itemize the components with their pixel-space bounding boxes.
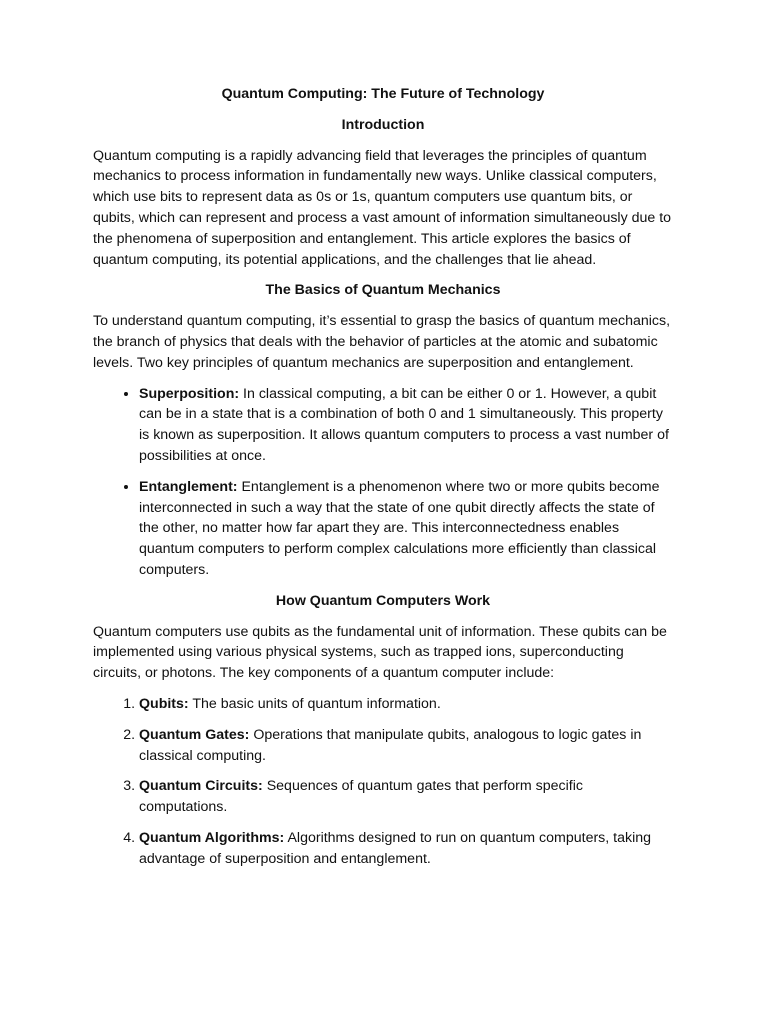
intro-paragraph: Quantum computing is a rapidly advancing field that leverages the principles of quantum mechanics to process information in fundamentally new ways. Unlike classical computers, which use bits to represent data as 0s or 1s, quantum computers use quantum bits, or qubits, which can represent and process a vast amount of information simultaneously due to the phenomena of superposition and entanglement. This article explores the basics of quantum computing, its potential applications, and the challenges that lie ahead. [93,147,672,268]
section-heading-basics: The Basics of Quantum Mechanics [265,282,501,299]
section-heading-introduction: Introduction [341,116,425,133]
how-paragraph: Quantum computers use qubits as the fundamental unit of information. These qubits can be implemented using various physical systems, such as trapped ions, superconducting circuits, or photons. The key components of a quantum computer include: [93,623,667,682]
bullet-term: Entanglement: [139,478,238,495]
list-item-quantum-algorithms [139,828,673,870]
list-term: Qubits: [139,695,189,712]
document-page [93,84,673,880]
list-text: Operations that manipulate qubits, analogous to logic gates in classical computing. [139,726,642,764]
document-title: Quantum Computing: The Future of Technology [221,86,545,102]
list-term: Quantum Gates: [139,726,250,743]
bullet-item-entanglement [139,477,673,581]
bullet-item-superposition [139,384,673,467]
components-numbered-list [93,694,673,870]
section-heading-how-it-works: How Quantum Computers Work [275,592,491,609]
list-text: Sequences of quantum gates that perform specific computations. [139,778,583,816]
list-text: Algorithms designed to run on quantum computers, taking advantage of superposition and entanglement. [139,829,652,867]
bullet-text: Entanglement is a phenomenon where two or more qubits become interconnected in such a way that the state of one qubit directly affects the state of the other, no matter how far apart they are. This interconnectedness enables quantum computers to perform complex calculations more efficiently than classical computers. [139,478,660,578]
list-term: Quantum Algorithms: [139,829,285,846]
list-item-qubits [139,694,673,715]
bullet-term: Superposition: [139,385,240,402]
list-term: Quantum Circuits: [139,778,263,795]
list-text: The basic units of quantum information. [188,695,441,712]
bullet-text: In classical computing, a bit can be either 0 or 1. However, a qubit can be in a state that is a combination of both 0 and 1 simultaneously. This property is known as superposition. It allows quantum computers to process a vast number of possibilities at once. [139,385,669,464]
basics-paragraph: To understand quantum computing, it’s essential to grasp the basics of quantum mechanics, the branch of physics that deals with the behavior of particles at the atomic and subatomic levels. Two key principles of quantum mechanics are superposition and entanglement. [93,313,671,371]
list-item-quantum-circuits [139,776,673,818]
principles-bullet-list [93,384,673,581]
list-item-quantum-gates [139,725,673,767]
